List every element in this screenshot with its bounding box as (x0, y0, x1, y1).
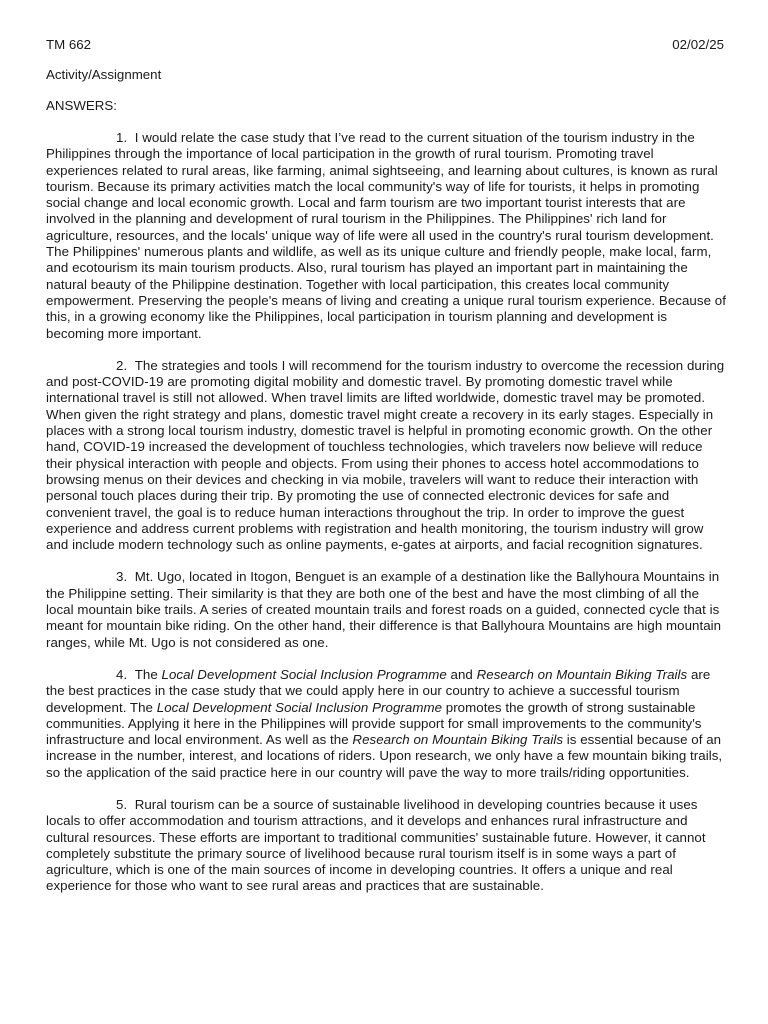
answer-number: 4. (116, 666, 128, 682)
answer-text: Rural tourism can be a source of sustainable livelihood in developing countries because it uses locals to offer accommodation and tourism attractions, and it develops and enhances rural infrastructure and cultural resources. These efforts are important to traditional communities' sustainable future. However, it cannot completely substitute the primary source of livelihood because rural tourism itself is in some ways a part of agriculture, which is one of the main sources of income in developing countries. It offers a unique and real experience for those who want to see rural areas and practices that are sustainable. (46, 796, 706, 894)
answer-emphasis: Research on Mountain Biking Trails (476, 666, 688, 682)
answers-heading: ANSWERS: (46, 98, 117, 113)
answer-number: 1. (116, 130, 128, 145)
answer-paragraph (46, 797, 726, 895)
answer-number: 3. (116, 569, 128, 585)
answer-text: Mt. Ugo, located in Itogon, Benguet is an example of a destination like the Ballyhoura Mountains in the Philippine setting. Their similarity is that they are both one of the best and have the most climbing of all the local mountain bike trails. A series of created mountain trails and forest roads on a guided, connected cycle that is meant for mountain bike riding. On the other hand, their difference is that Ballyhoura Mountains are high mountain ranges, while Mt. Ugo is not considered as one. (46, 569, 722, 650)
answer-text: The (134, 666, 162, 682)
answer-emphasis: Research on Mountain Biking Trails (352, 732, 564, 748)
activity-label: Activity/Assignment (46, 67, 162, 82)
answers-list (46, 130, 726, 911)
answer-paragraph (46, 358, 726, 554)
answer-text: and (446, 666, 477, 682)
answer-paragraph (46, 667, 726, 781)
answer-number: 2. (116, 357, 128, 373)
course-code: TM 662 (46, 37, 92, 52)
answer-paragraph (46, 130, 726, 342)
answer-emphasis: Local Development Social Inclusion Programme (156, 699, 443, 715)
answer-text: The strategies and tools I will recommend for the tourism industry to overcome the recession during and post-COVID-19 are promoting digital mobility and domestic travel. By promoting domestic travel while international travel is still not allowed. When travel limits are lifted worldwide, domestic travel may be promoted. When given the right strategy and plans, domestic travel might create a recovery in its early stages. Especially in places with a strong local tourism industry, domestic travel is helpful in promoting economic growth. On the other hand, COVID-19 increased the development of touchless technologies, which travelers now believe will reduce their physical interaction with people and objects. From using their phones to access hotel accommodations to browsing menus on their devices and checking in via mobile, travelers will want to reduce their interaction with personal touch places during their trip. By promoting the use of connected electronic devices for safe and convenient travel, the goal is to reduce human interactions throughout the trip. In order to improve the guest experience and address current problems with registration and health monitoring, the tourism industry will grow and include modern technology such as online payments, e-gates at airports, and facial recognition signatures. (46, 357, 725, 553)
answer-emphasis: Local Development Social Inclusion Programme (161, 666, 447, 682)
answer-text: is essential because of an increase in the number, interest, and locations of riders. Upon research, we only have a few mountain biking trails, so the application of the said practice here in our country will pave the way to more trails/riding opportunities. (46, 732, 723, 780)
answer-paragraph (46, 569, 726, 650)
answer-number: 5. (116, 796, 128, 812)
answer-text: I would relate the case study that I’ve read to the current situation of the tourism industry in the Philippines through the importance of local participation in the growth of rural tourism. Promoting travel experiences related to rural areas, like farming, animal sightseeing, and learning about cultures, is known as rural tourism. Because its primary activities match the local community's way of life for tourists, it helps in promoting social change and local economic growth. Local and farm tourism are two important tourist interests that are involved in the planning and development of rural tourism in the Philippines. The Philippines' rich land for agriculture, resources, and the locals' unique way of life were all used in the country's rural tourism development. The Philippines' numerous plants and wildlife, as well as its unique culture and friendly people, make local, farm, and ecotourism its main tourism products. Also, rural tourism has played an important part in maintaining the natural beauty of the Philippine destination. Together with local participation, this creates local community empowerment. Preserving the people's means of living and creating a unique rural tourism experience. Because of this, in a growing economy like the Philippines, local participation in tourism planning and development is becoming more important. (46, 130, 726, 341)
answer-text: are the best practices in the case study that we could apply here in our country to achieve a successful tourism development. The (46, 666, 711, 715)
document-header (46, 37, 724, 55)
answer-text: promotes the growth of strong sustainable communities. Applying it here in the Philippines will provide support for small improvements to the community's infrastructure and local environment. As well as the (46, 699, 702, 748)
document-date: 02/02/25 (672, 37, 724, 52)
